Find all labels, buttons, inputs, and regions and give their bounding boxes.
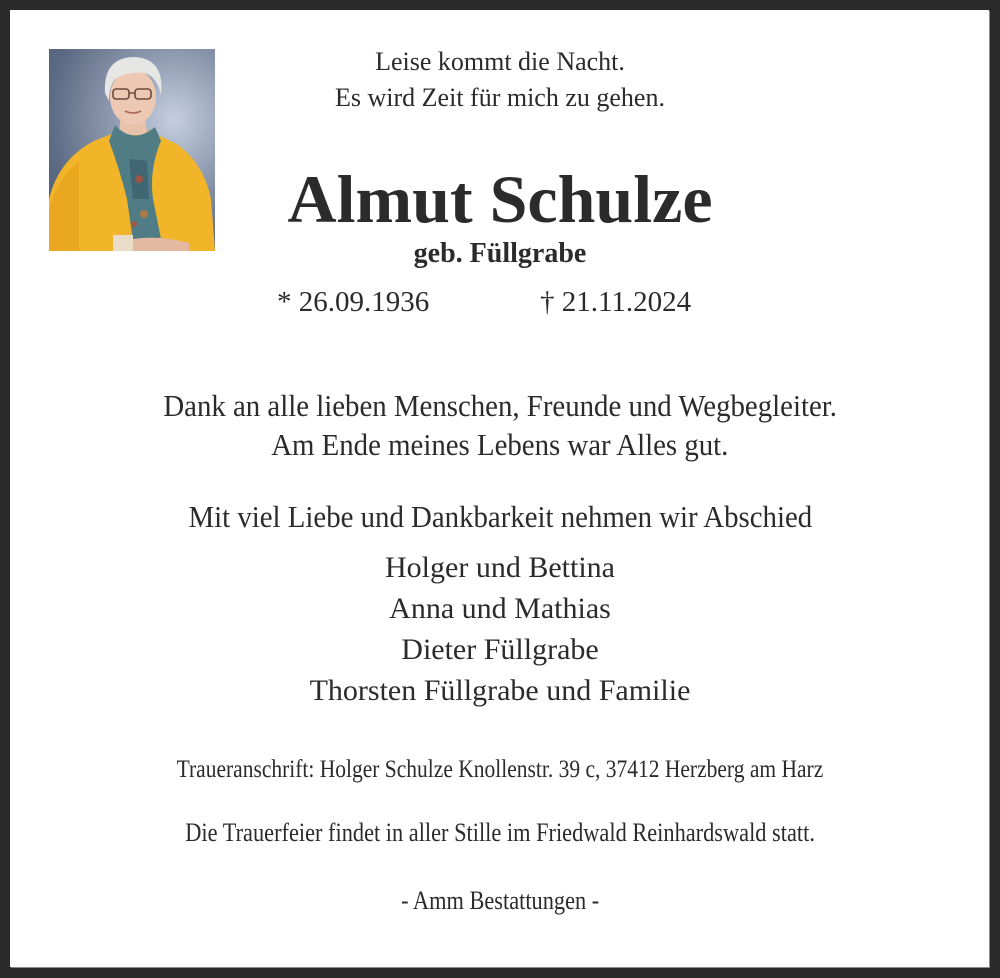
mourner-2: Anna und Mathias xyxy=(389,592,611,625)
maiden-name: geb. Füllgrabe xyxy=(413,238,587,269)
thanks-line-2: Am Ende meines Lebens war Alles gut. xyxy=(271,427,729,462)
mourner-3: Dieter Füllgrabe xyxy=(401,633,599,666)
farewell-row xyxy=(0,501,1000,532)
birth-date: * 26.09.1936 xyxy=(277,286,430,318)
thanks-line-1-row xyxy=(0,390,1000,421)
ceremony-row xyxy=(0,820,1000,846)
thanks-line-2-row xyxy=(0,429,1000,460)
mourner-1: Holger und Bettina xyxy=(385,551,615,584)
farewell-text: Mit viel Liebe und Dankbarkeit nehmen wir Abschied xyxy=(188,499,812,534)
undertaker-row xyxy=(0,888,1000,914)
motto-line-2: Es wird Zeit für mich zu gehen. xyxy=(335,83,665,112)
death-date: † 21.11.2024 xyxy=(540,286,692,318)
deceased-name: Almut Schulze xyxy=(287,161,713,237)
mourning-address: Traueranschrift: Holger Schulze Knollenstr. 39 c, 37412 Herzberg am Harz xyxy=(176,756,824,783)
undertaker-name: - Amm Bestattungen - xyxy=(400,886,600,915)
mourner-4: Thorsten Füllgrabe und Familie xyxy=(309,674,691,707)
thanks-line-1: Dank an alle lieben Menschen, Freunde und Wegbegleiter. xyxy=(163,388,837,423)
motto-line-1: Leise kommt die Nacht. xyxy=(375,47,625,76)
address-row xyxy=(0,757,1000,782)
dates-row xyxy=(0,288,1000,322)
ceremony-info: Die Trauerfeier findet in aller Stille im Friedwald Reinhardswald statt. xyxy=(185,818,815,847)
